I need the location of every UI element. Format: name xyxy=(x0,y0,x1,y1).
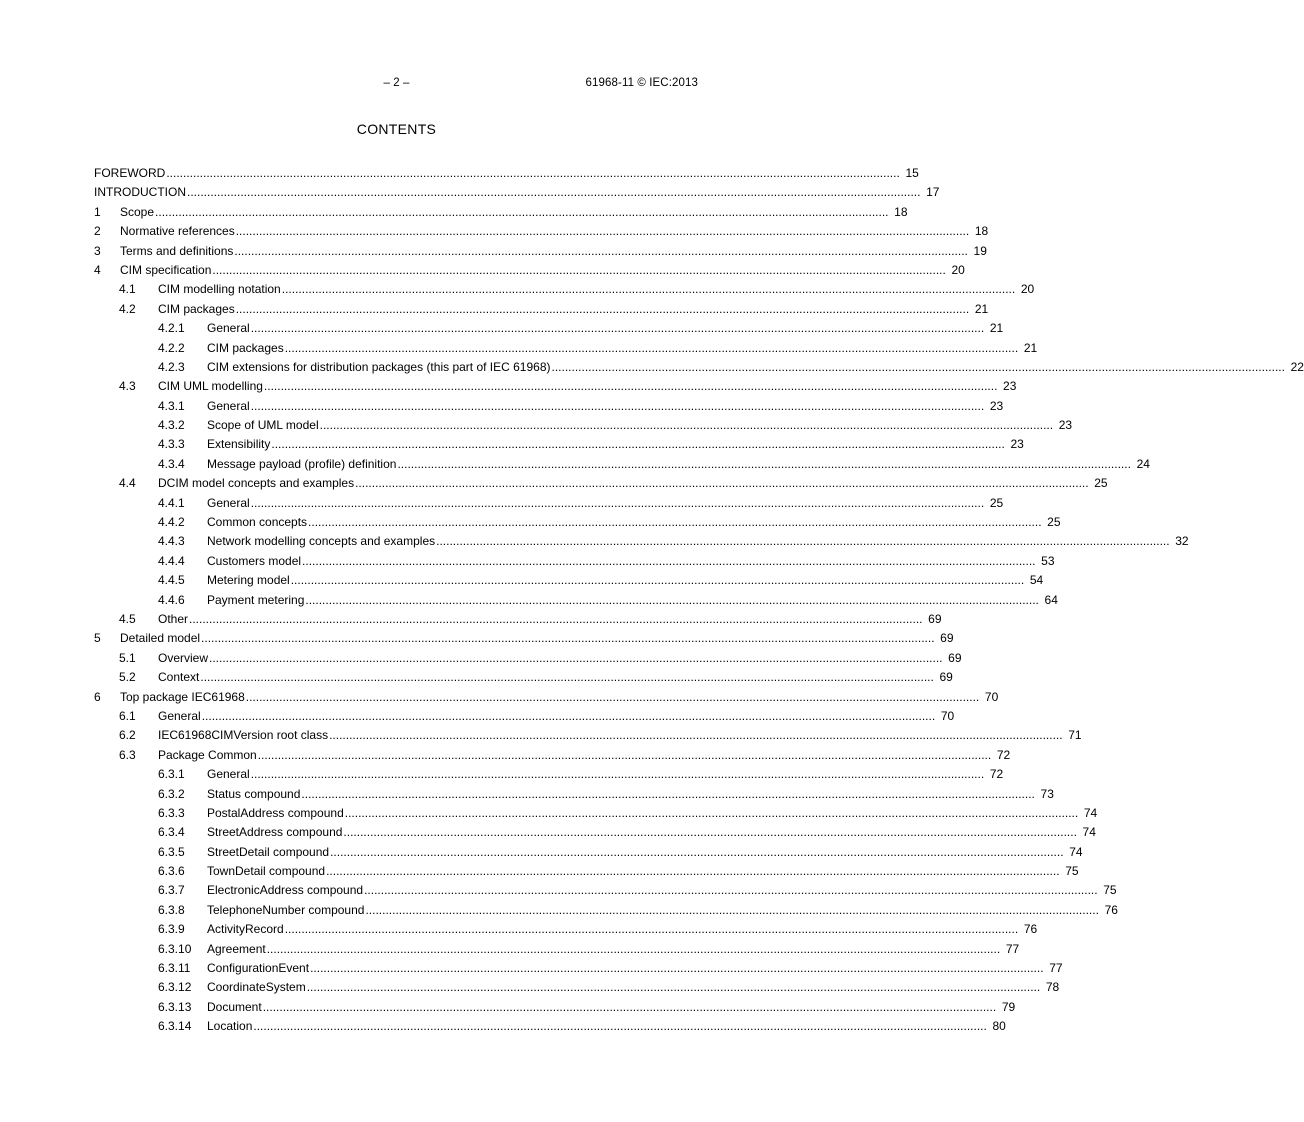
toc-entry-label: General xyxy=(207,397,251,416)
toc-entry-page: 18 xyxy=(889,203,908,222)
dot-leader: ............................................................................................................................................................................................................................ xyxy=(301,786,1035,801)
toc-entry-line xyxy=(207,435,1024,454)
toc-entry-page: 79 xyxy=(996,998,1015,1017)
dot-leader: ............................................................................................................................................................................................................................ xyxy=(310,961,1044,976)
toc-entry-line xyxy=(120,242,987,261)
dot-leader: ............................................................................................................................................................................................................................ xyxy=(290,573,1025,588)
toc-entry-label: General xyxy=(158,707,202,726)
toc-entry[interactable] xyxy=(94,785,1054,804)
toc-entry[interactable] xyxy=(94,707,955,726)
toc-entry-label: CIM packages xyxy=(158,300,236,319)
toc-entry-line xyxy=(120,222,989,241)
toc-entry-number: 4.3.1 xyxy=(158,398,185,413)
toc-entry-line xyxy=(207,416,1073,435)
toc-entry-label: StreetAddress compound xyxy=(207,823,343,842)
toc-entry-label: CIM extensions for distribution packages (this part of IEC 61968) xyxy=(207,358,552,377)
toc-entry-page: 25 xyxy=(984,494,1003,513)
toc-entry-line xyxy=(94,164,919,183)
dot-leader: ............................................................................................................................................................................................................................ xyxy=(308,515,1042,530)
toc-entry-page: 19 xyxy=(968,242,987,261)
toc-entry-line xyxy=(207,881,1117,900)
toc-entry-label: Message payload (profile) definition xyxy=(207,455,397,474)
toc-entry-number: 4.3.4 xyxy=(158,456,185,471)
toc-entry-line xyxy=(120,688,999,707)
dot-leader: ............................................................................................................................................................................................................................ xyxy=(201,631,935,646)
toc-entry-line xyxy=(207,571,1044,590)
dot-leader: ............................................................................................................................................................................................................................ xyxy=(189,611,923,626)
toc-entry-number: 5 xyxy=(94,631,101,646)
document-reference: 61968-11 © IEC:2013 xyxy=(585,77,698,89)
toc-entry-number: 4.4.1 xyxy=(158,495,185,510)
toc-entry-number: 6.3.6 xyxy=(158,864,185,879)
toc-entry[interactable] xyxy=(94,1017,1006,1036)
toc-entry-number: 4.4 xyxy=(119,476,136,491)
dot-leader: ............................................................................................................................................................................................................................ xyxy=(187,185,921,200)
toc-entry-page: 76 xyxy=(1099,901,1118,920)
dot-leader: ............................................................................................................................................................................................................................ xyxy=(319,418,1054,433)
toc-entry-page: 78 xyxy=(1040,978,1059,997)
toc-entry-number: 4.3.3 xyxy=(158,437,185,452)
toc-entry[interactable] xyxy=(94,668,953,687)
toc-entry-number: 6.3.11 xyxy=(158,961,191,976)
toc-entry[interactable] xyxy=(94,998,1016,1017)
toc-entry-label: Scope xyxy=(120,203,155,222)
toc-entry-line xyxy=(207,765,1004,784)
toc-entry-number: 6.3.12 xyxy=(158,980,192,995)
toc-entry-label: INTRODUCTION xyxy=(94,183,187,202)
toc-entry[interactable] xyxy=(94,532,1189,551)
toc-entry[interactable] xyxy=(94,435,1024,454)
toc-entry-page: 70 xyxy=(979,688,998,707)
toc-entry-label: CIM specification xyxy=(120,261,212,280)
toc-entry-page: 21 xyxy=(1018,339,1037,358)
toc-entry-page: 24 xyxy=(1131,455,1150,474)
toc-entry-number: 6.3.13 xyxy=(158,999,192,1014)
toc-entry-line xyxy=(158,668,953,687)
dot-leader: ............................................................................................................................................................................................................................ xyxy=(343,825,1077,840)
toc-entry-label: Location xyxy=(207,1017,253,1036)
toc-entry[interactable] xyxy=(94,261,965,280)
toc-entry-number: 4.2.2 xyxy=(158,340,185,355)
toc-entry[interactable] xyxy=(94,183,940,202)
toc-entry[interactable] xyxy=(94,881,1117,900)
toc-entry-page: 22 xyxy=(1285,358,1304,377)
toc-entry-label: General xyxy=(207,765,251,784)
toc-entry-label: TelephoneNumber compound xyxy=(207,901,365,920)
toc-entry[interactable] xyxy=(94,940,1020,959)
dot-leader: ............................................................................................................................................................................................................................ xyxy=(344,805,1079,820)
toc-entry-label: PostalAddress compound xyxy=(207,804,345,823)
toc-entry-page: 70 xyxy=(935,707,954,726)
dot-leader: ............................................................................................................................................................................................................................ xyxy=(235,224,970,239)
dot-leader: ............................................................................................................................................................................................................................ xyxy=(330,844,1064,859)
dot-leader: ............................................................................................................................................................................................................................ xyxy=(250,398,985,413)
toc-entry-line xyxy=(207,998,1016,1017)
dot-leader: ............................................................................................................................................................................................................................ xyxy=(200,670,934,685)
toc-entry-page: 25 xyxy=(1089,474,1108,493)
dot-leader: ............................................................................................................................................................................................................................ xyxy=(284,922,1019,937)
toc-entry-label: General xyxy=(207,319,251,338)
toc-entry-page: 72 xyxy=(991,746,1010,765)
toc-entry-page: 74 xyxy=(1077,823,1096,842)
toc-entry[interactable] xyxy=(94,416,1073,435)
contents-title: CONTENTS xyxy=(356,121,437,137)
toc-entry-page: 23 xyxy=(984,397,1003,416)
toc-entry[interactable] xyxy=(94,862,1079,881)
toc-entry-number: 6.3.7 xyxy=(158,883,185,898)
toc-entry-line xyxy=(207,339,1038,358)
toc-entry[interactable] xyxy=(94,978,1060,997)
toc-entry[interactable] xyxy=(94,377,1017,396)
dot-leader: ............................................................................................................................................................................................................................ xyxy=(262,999,997,1014)
toc-entry[interactable] xyxy=(94,571,1044,590)
toc-entry-page: 73 xyxy=(1035,785,1054,804)
toc-entry-line xyxy=(207,785,1054,804)
toc-entry[interactable] xyxy=(94,920,1038,939)
dot-leader: ............................................................................................................................................................................................................................ xyxy=(235,301,970,316)
toc-entry-number: 6.3.4 xyxy=(158,825,185,840)
dot-leader: ............................................................................................................................................................................................................................ xyxy=(263,379,998,394)
table-of-contents xyxy=(94,164,1304,1037)
toc-entry-label: CIM packages xyxy=(207,339,285,358)
toc-entry-line xyxy=(158,649,962,668)
toc-entry-line xyxy=(207,823,1096,842)
toc-entry-line xyxy=(120,261,965,280)
toc-entry-line xyxy=(207,920,1038,939)
toc-entry-label: Customers model xyxy=(207,552,302,571)
toc-entry-number: 6.3.14 xyxy=(158,1019,192,1034)
toc-entry-label: Network modelling concepts and examples xyxy=(207,532,436,551)
toc-entry-line xyxy=(207,940,1020,959)
toc-entry-label: Status compound xyxy=(207,785,301,804)
dot-leader: ............................................................................................................................................................................................................................ xyxy=(281,282,1016,297)
toc-entry-line xyxy=(207,552,1055,571)
toc-entry[interactable] xyxy=(94,474,1108,493)
dot-leader: ............................................................................................................................................................................................................................ xyxy=(234,243,968,258)
toc-entry-number: 6.3.1 xyxy=(158,767,185,782)
toc-entry[interactable] xyxy=(94,319,1004,338)
toc-entry-line xyxy=(158,280,1035,299)
toc-entry-label: Scope of UML model xyxy=(207,416,320,435)
toc-entry[interactable] xyxy=(94,242,987,261)
toc-entry-label: Common concepts xyxy=(207,513,308,532)
toc-entry-page: 69 xyxy=(923,610,942,629)
toc-entry-number: 4.2 xyxy=(119,301,136,316)
toc-entry[interactable] xyxy=(94,280,1035,299)
toc-entry-number: 2 xyxy=(94,224,101,239)
toc-entry-number: 6.3.5 xyxy=(158,844,185,859)
toc-entry-number: 4.4.4 xyxy=(158,553,185,568)
dot-leader: ............................................................................................................................................................................................................................ xyxy=(201,708,936,723)
dot-leader: ............................................................................................................................................................................................................................ xyxy=(212,262,946,277)
toc-entry-line xyxy=(94,183,940,202)
toc-entry-page: 77 xyxy=(1000,940,1019,959)
toc-entry-line xyxy=(207,843,1083,862)
dot-leader: ............................................................................................................................................................................................................................ xyxy=(253,1019,987,1034)
toc-entry-page: 17 xyxy=(920,183,939,202)
toc-entry[interactable] xyxy=(94,804,1098,823)
toc-entry-number: 4.1 xyxy=(119,282,136,297)
toc-entry-label: ActivityRecord xyxy=(207,920,285,939)
toc-entry[interactable] xyxy=(94,726,1082,745)
toc-entry-label: Payment metering xyxy=(207,591,305,610)
dot-leader: ............................................................................................................................................................................................................................ xyxy=(326,864,1060,879)
dot-leader: ............................................................................................................................................................................................................................ xyxy=(209,650,943,665)
toc-entry-number: 4.3 xyxy=(119,379,136,394)
toc-entry-line xyxy=(158,746,1011,765)
toc-entry-line xyxy=(207,804,1098,823)
toc-entry-page: 69 xyxy=(934,668,953,687)
toc-entry-page: 32 xyxy=(1170,532,1189,551)
toc-entry-number: 6.3.8 xyxy=(158,902,185,917)
dot-leader: ............................................................................................................................................................................................................................ xyxy=(266,941,1001,956)
toc-entry[interactable] xyxy=(94,901,1118,920)
toc-entry-label: Context xyxy=(158,668,200,687)
toc-entry-number: 4.5 xyxy=(119,611,136,626)
dot-leader: ............................................................................................................................................................................................................................ xyxy=(166,166,900,180)
dot-leader: ............................................................................................................................................................................................................................ xyxy=(302,553,1036,568)
toc-entry-label: FOREWORD xyxy=(94,164,166,183)
toc-entry[interactable] xyxy=(94,591,1058,610)
toc-entry-label: IEC61968CIMVersion root class xyxy=(158,726,329,745)
toc-entry-number: 4 xyxy=(94,262,101,277)
toc-entry-line xyxy=(158,300,989,319)
toc-entry-label: ElectronicAddress compound xyxy=(207,881,364,900)
toc-entry-number: 6.3.10 xyxy=(158,941,192,956)
toc-entry[interactable] xyxy=(94,959,1063,978)
toc-entry-label: Normative references xyxy=(120,222,236,241)
toc-entry-label: Document xyxy=(207,998,263,1017)
dot-leader: ............................................................................................................................................................................................................................ xyxy=(245,689,980,704)
dot-leader: ............................................................................................................................................................................................................................ xyxy=(257,747,992,762)
toc-entry-line xyxy=(207,455,1150,474)
toc-entry-label: Other xyxy=(158,610,189,629)
toc-entry-number: 6.1 xyxy=(119,708,136,723)
toc-entry[interactable] xyxy=(94,222,989,241)
toc-entry-number: 4.4.2 xyxy=(158,515,185,530)
toc-entry-label: Extensibility xyxy=(207,435,271,454)
toc-entry[interactable] xyxy=(94,843,1083,862)
dot-leader: ............................................................................................................................................................................................................................ xyxy=(250,321,985,336)
toc-entry-line xyxy=(207,319,1004,338)
dot-leader: ............................................................................................................................................................................................................................ xyxy=(250,495,985,510)
toc-entry-number: 3 xyxy=(94,243,101,258)
toc-entry-page: 72 xyxy=(984,765,1003,784)
dot-leader: ............................................................................................................................................................................................................................ xyxy=(305,592,1039,607)
toc-entry-line xyxy=(207,978,1060,997)
toc-entry-line xyxy=(207,862,1079,881)
toc-entry-line xyxy=(207,591,1058,610)
toc-entry-line xyxy=(158,707,955,726)
toc-entry-page: 76 xyxy=(1018,920,1037,939)
toc-entry-page: 71 xyxy=(1063,726,1082,745)
toc-entry-label: StreetDetail compound xyxy=(207,843,330,862)
toc-entry-page: 53 xyxy=(1036,552,1055,571)
toc-entry-line xyxy=(158,474,1108,493)
toc-entry-page: 64 xyxy=(1039,591,1058,610)
dot-leader: ............................................................................................................................................................................................................................ xyxy=(397,456,1131,471)
dot-leader: ............................................................................................................................................................................................................................ xyxy=(250,767,985,782)
toc-entry-label: Terms and definitions xyxy=(120,242,234,261)
toc-entry-label: TownDetail compound xyxy=(207,862,326,881)
toc-entry-page: 15 xyxy=(900,164,919,183)
toc-entry[interactable] xyxy=(94,649,962,668)
toc-entry-label: Overview xyxy=(158,649,209,668)
toc-entry[interactable] xyxy=(94,300,989,319)
toc-entry-page: 74 xyxy=(1064,843,1083,862)
toc-entry[interactable] xyxy=(94,397,1004,416)
toc-entry-number: 5.2 xyxy=(119,670,136,685)
toc-entry-page: 23 xyxy=(1053,416,1072,435)
toc-entry[interactable] xyxy=(94,629,954,648)
dot-leader: ............................................................................................................................................................................................................................ xyxy=(436,534,1170,549)
toc-entry-line xyxy=(158,726,1082,745)
toc-entry-line xyxy=(207,494,1004,513)
toc-entry-label: CIM modelling notation xyxy=(158,280,282,299)
toc-entry[interactable] xyxy=(94,552,1055,571)
toc-entry-number: 1 xyxy=(94,204,101,219)
toc-entry-page: 75 xyxy=(1098,881,1117,900)
toc-entry-label: Top package IEC61968 xyxy=(120,688,246,707)
toc-entry-page: 25 xyxy=(1042,513,1061,532)
toc-entry[interactable] xyxy=(94,688,999,707)
toc-entry[interactable] xyxy=(94,746,1011,765)
dot-leader: ............................................................................................................................................................................................................................ xyxy=(364,883,1098,898)
toc-entry-line xyxy=(158,610,942,629)
toc-entry-page: 74 xyxy=(1078,804,1097,823)
toc-entry-page: 54 xyxy=(1024,571,1043,590)
dot-leader: ............................................................................................................................................................................................................................ xyxy=(355,476,1089,491)
toc-entry-number: 6.2 xyxy=(119,728,136,743)
dot-leader: ............................................................................................................................................................................................................................ xyxy=(551,359,1285,374)
toc-entry-number: 5.1 xyxy=(119,650,136,665)
toc-entry-number: 4.2.3 xyxy=(158,359,185,374)
toc-entry-line xyxy=(207,959,1063,978)
dot-leader: ............................................................................................................................................................................................................................ xyxy=(271,437,1005,452)
toc-entry-page: 80 xyxy=(987,1017,1006,1036)
toc-entry-page: 77 xyxy=(1044,959,1063,978)
toc-entry-page: 69 xyxy=(935,629,954,648)
toc-entry[interactable] xyxy=(94,339,1038,358)
toc-entry-label: Metering model xyxy=(207,571,291,590)
toc-entry-page: 21 xyxy=(984,319,1003,338)
toc-entry-number: 6.3 xyxy=(119,747,136,762)
toc-entry-line xyxy=(120,629,954,648)
toc-entry-label: CoordinateSystem xyxy=(207,978,307,997)
toc-entry-number: 6 xyxy=(94,689,101,704)
toc-entry-page: 75 xyxy=(1060,862,1079,881)
toc-entry-label: ConfigurationEvent xyxy=(207,959,310,978)
page-number: – 2 – xyxy=(383,77,410,89)
toc-entry-number: 4.4.5 xyxy=(158,573,185,588)
toc-entry-page: 20 xyxy=(946,261,965,280)
toc-entry[interactable] xyxy=(94,494,1004,513)
toc-entry-line xyxy=(207,901,1118,920)
toc-entry-label: Agreement xyxy=(207,940,267,959)
toc-entry-page: 21 xyxy=(969,300,988,319)
toc-entry-label: DCIM model concepts and examples xyxy=(158,474,355,493)
toc-entry-page: 23 xyxy=(997,377,1016,396)
dot-leader: ............................................................................................................................................................................................................................ xyxy=(306,980,1041,995)
dot-leader: ............................................................................................................................................................................................................................ xyxy=(329,728,1063,743)
toc-entry-line xyxy=(120,203,908,222)
toc-entry[interactable] xyxy=(94,610,942,629)
toc-entry-line xyxy=(207,358,1304,377)
toc-entry-label: CIM UML modelling xyxy=(158,377,264,396)
toc-entry-number: 6.3.2 xyxy=(158,786,185,801)
toc-entry-line xyxy=(207,397,1004,416)
toc-entry-label: Detailed model xyxy=(120,629,201,648)
toc-entry-page: 18 xyxy=(969,222,988,241)
toc-entry-page: 69 xyxy=(943,649,962,668)
toc-entry-page: 23 xyxy=(1005,435,1024,454)
toc-entry[interactable] xyxy=(94,358,1304,377)
toc-entry-line xyxy=(207,532,1189,551)
toc-entry[interactable] xyxy=(94,164,919,183)
dot-leader: ............................................................................................................................................................................................................................ xyxy=(155,204,889,219)
dot-leader: ............................................................................................................................................................................................................................ xyxy=(365,902,1099,917)
toc-entry[interactable] xyxy=(94,513,1061,532)
toc-entry-line xyxy=(207,513,1061,532)
toc-entry[interactable] xyxy=(94,823,1096,842)
toc-entry-page: 20 xyxy=(1015,280,1034,299)
toc-entry-line xyxy=(207,1017,1006,1036)
dot-leader: ............................................................................................................................................................................................................................ xyxy=(284,340,1019,355)
toc-entry-number: 6.3.9 xyxy=(158,922,185,937)
toc-entry[interactable] xyxy=(94,203,908,222)
toc-entry-label: Package Common xyxy=(158,746,258,765)
toc-entry-number: 4.3.2 xyxy=(158,418,185,433)
toc-entry-number: 4.2.1 xyxy=(158,321,185,336)
toc-entry-number: 6.3.3 xyxy=(158,805,185,820)
toc-entry[interactable] xyxy=(94,455,1150,474)
toc-entry-number: 4.4.3 xyxy=(158,534,185,549)
toc-entry-line xyxy=(158,377,1017,396)
toc-entry-label: General xyxy=(207,494,251,513)
toc-entry[interactable] xyxy=(94,765,1004,784)
toc-entry-number: 4.4.6 xyxy=(158,592,185,607)
